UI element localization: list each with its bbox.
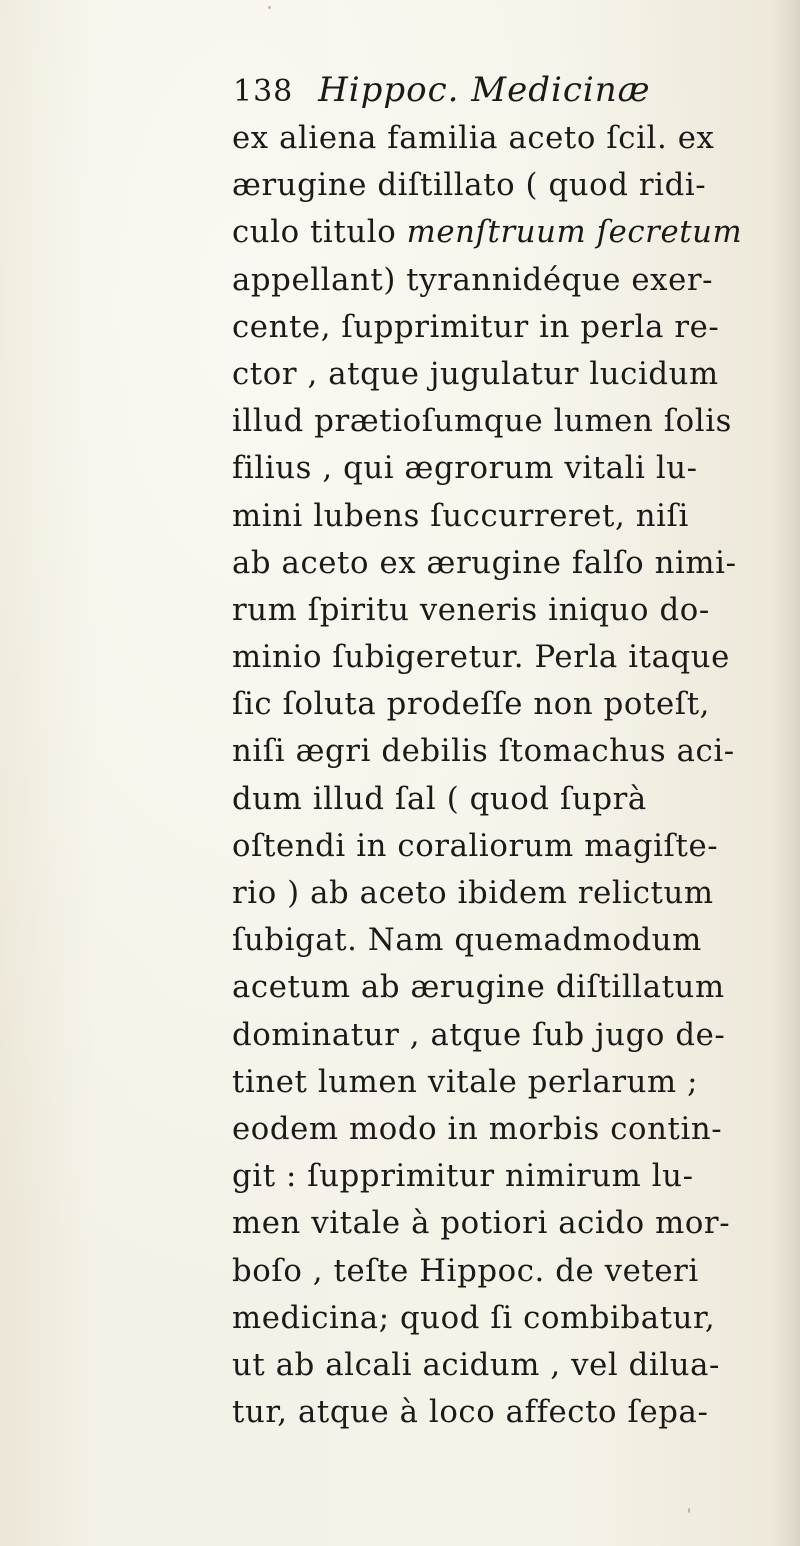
text-line bbox=[232, 964, 792, 1011]
text-line bbox=[232, 257, 792, 304]
text-line-roman: niſi ægri debilis ſtomachus aci- bbox=[232, 733, 735, 770]
text-line-roman: rio ) ab aceto ibidem relictum bbox=[232, 875, 714, 911]
text-line-roman: ut ab alcali acidum , vel dilua- bbox=[232, 1346, 721, 1383]
text-line bbox=[232, 1106, 792, 1153]
running-title: Hippoc. Medicinæ bbox=[318, 70, 651, 110]
text-line-roman: eodem modo in morbis contin- bbox=[232, 1110, 723, 1147]
page-header bbox=[233, 64, 753, 116]
text-line-italic: menſtruum ſecretum bbox=[406, 214, 743, 251]
text-line bbox=[232, 634, 792, 681]
body-text bbox=[232, 115, 792, 1436]
text-line-roman: ctor , atque jugulatur lucidum bbox=[232, 355, 719, 392]
text-line-roman: cente, ſupprimitur in perla re- bbox=[232, 308, 720, 345]
text-line-roman: mini lubens ſuccurreret, niſi bbox=[232, 497, 689, 534]
text-line bbox=[232, 209, 792, 256]
text-line bbox=[232, 493, 792, 540]
paper-speck bbox=[268, 6, 271, 9]
text-line bbox=[232, 1248, 792, 1295]
text-line-roman: culo titulo bbox=[232, 214, 407, 251]
text-line-roman: rum ſpiritu veneris iniquo do- bbox=[232, 591, 710, 628]
text-line bbox=[232, 870, 792, 917]
text-line bbox=[232, 823, 792, 870]
text-line bbox=[232, 445, 792, 492]
text-line-roman: tur, atque à loco affecto ſepa- bbox=[232, 1394, 709, 1431]
text-line-roman: men vitale à potiori acido mor- bbox=[232, 1205, 731, 1242]
text-line-roman: illud prætioſumque lumen ſolis bbox=[232, 403, 732, 440]
text-line-roman: git : ſupprimitur nimirum lu- bbox=[232, 1158, 694, 1195]
text-line bbox=[232, 1012, 792, 1059]
text-line bbox=[232, 304, 792, 351]
text-line bbox=[232, 587, 792, 634]
text-line-roman: ab aceto ex ærugine falſo nimi- bbox=[232, 544, 737, 581]
text-line bbox=[232, 1200, 792, 1247]
text-line-roman: dum illud ſal ( quod ſuprà bbox=[232, 780, 647, 817]
text-line-roman: ſic ſoluta prodeſſe non poteſt, bbox=[232, 686, 711, 723]
page-number: 138 bbox=[233, 74, 294, 109]
text-line-roman: ex aliena familia aceto ſcil. ex bbox=[232, 120, 715, 156]
text-line bbox=[232, 917, 792, 964]
text-line-roman: filius , qui ægrorum vitali lu- bbox=[232, 450, 698, 487]
text-line-roman: boſo , teſte Hippoc. de veteri bbox=[232, 1252, 699, 1289]
text-line bbox=[232, 776, 792, 823]
text-line bbox=[232, 1153, 792, 1200]
paper-speck bbox=[688, 1508, 690, 1513]
text-line bbox=[232, 728, 792, 775]
text-line bbox=[232, 162, 792, 209]
text-line bbox=[232, 115, 792, 162]
text-line-roman: medicina; quod ſi combibatur, bbox=[232, 1299, 716, 1336]
text-line-roman: appellant) tyrannidéque exer- bbox=[232, 261, 714, 298]
text-line-roman: acetum ab ærugine diſtillatum bbox=[232, 969, 725, 1006]
text-line bbox=[232, 398, 792, 445]
text-line-roman: minio ſubigeretur. Perla itaque bbox=[232, 639, 730, 676]
text-line-roman: ſubigat. Nam quemadmodum bbox=[232, 922, 702, 959]
text-line bbox=[232, 1295, 792, 1342]
text-line-roman: tinet lumen vitale perlarum ; bbox=[232, 1063, 699, 1100]
paper-speck bbox=[412, 1418, 414, 1420]
text-line-roman: oſtendi in coraliorum magiſte- bbox=[232, 827, 719, 864]
text-line bbox=[232, 540, 792, 587]
text-line bbox=[232, 1389, 792, 1436]
text-line-roman: ærugine diſtillato ( quod ridi- bbox=[232, 167, 707, 204]
text-line-roman: dominatur , atque ſub jugo de- bbox=[232, 1016, 726, 1053]
text-line bbox=[232, 351, 792, 398]
text-line bbox=[232, 1342, 792, 1389]
text-line bbox=[232, 1059, 792, 1106]
text-line bbox=[232, 681, 792, 728]
